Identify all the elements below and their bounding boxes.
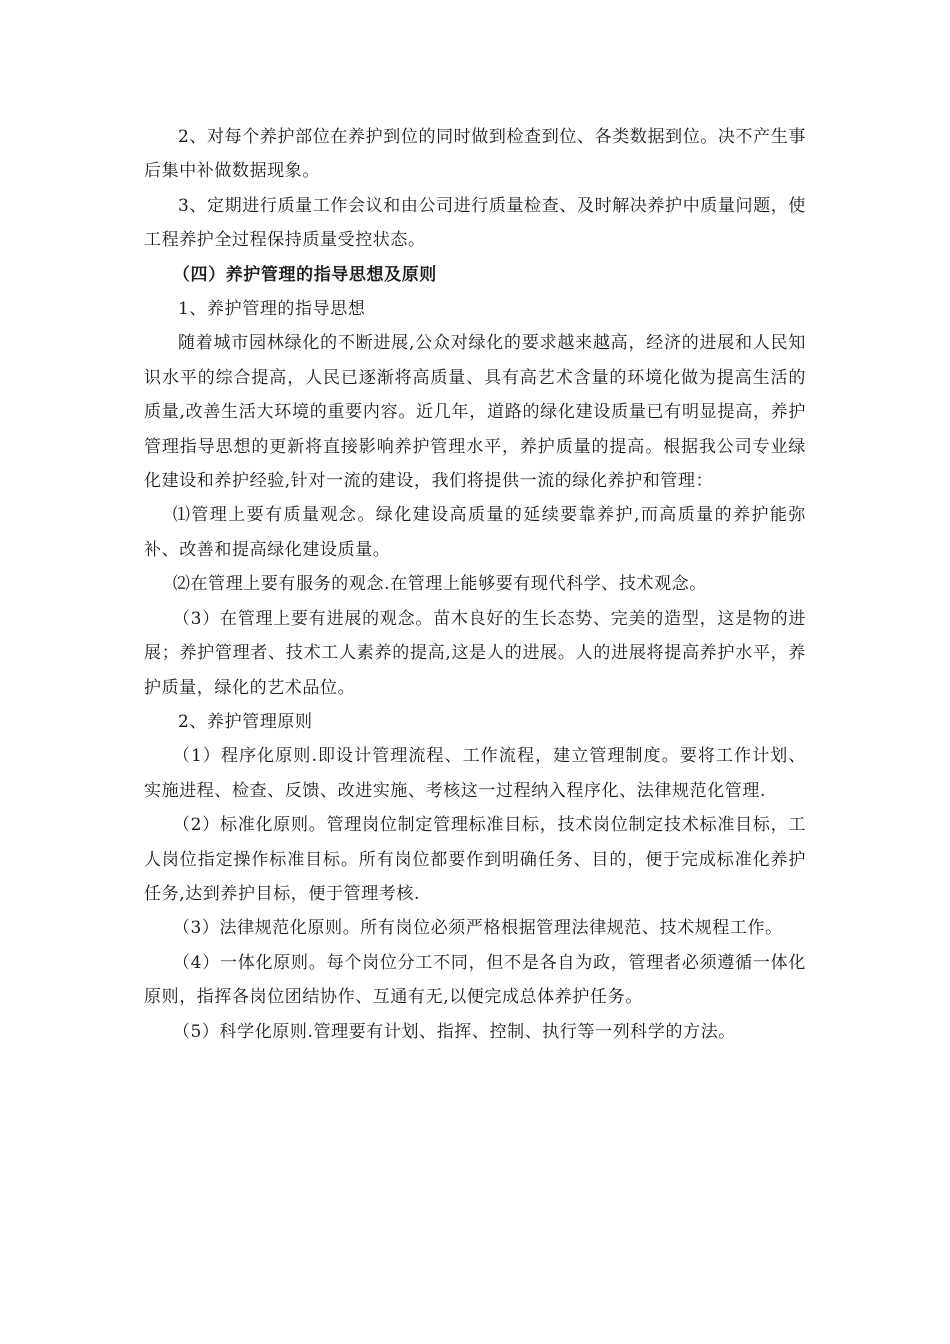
paragraph-principle-procedural: （1）程序化原则.即设计管理流程、工作流程，建立管理制度。要将工作计划、实施进程、检查、反馈、改进实施、考核这一过程纳入程序化、法律规范化管理. — [144, 746, 806, 801]
paragraph-guiding-thought: 随着城市园林绿化的不断进展,公众对绿化的要求越来越高，经济的进展和人民知识水平的综合提高，人民已逐渐将高质量、具有高艺术含量的环境化做为提高生活的质量,改善生活大环境的重要内容。近几年，道路的绿化建设质量已有明显提高，养护管理指导思想的更新将直接影响养护管理水平，养护质量的提高。根据我公司专业绿化建设和养护经验,针对一流的建设，我们将提供一流的绿化养护和管理： — [144, 333, 806, 492]
paragraph-quality-concept: ⑴管理上要有质量观念。绿化建设高质量的延续要靠养护,而高质量的养护能弥补、改善和提高绿化建设质量。 — [144, 505, 806, 560]
section-heading: （四）养护管理的指导思想及原则 — [172, 264, 437, 285]
body-text — [144, 120, 806, 1049]
paragraph-progress-concept: （3）在管理上要有进展的观念。苗木良好的生长态势、完美的造型，这是物的进展；养护管理者、技术工人素养的提高,这是人的进展。人的进展将提高养护水平，养护质量，绿化的艺术品位。 — [144, 608, 806, 698]
paragraph-principle-legal: （3）法律规范化原则。所有岗位必须严格根据管理法律规范、技术规程工作。 — [172, 918, 783, 939]
subheading-guiding-thought: 1、养护管理的指导思想 — [178, 299, 366, 320]
subheading-principles: 2、养护管理原则 — [178, 711, 313, 732]
paragraph-item-3: 3、定期进行质量工作会议和由公司进行质量检查、及时解决养护中质量问题，使工程养护全过程保持质量受控状态。 — [144, 195, 806, 251]
paragraph-item-2: 2、对每个养护部位在养护到位的同时做到检查到位、各类数据到位。决不产生事后集中补做数据现象。 — [144, 127, 806, 182]
paragraph-service-concept: ⑵在管理上要有服务的观念.在管理上能够要有现代科学、技术观念。 — [172, 574, 707, 595]
paragraph-principle-standard: （2）标准化原则。管理岗位制定管理标准目标，技术岗位制定技术标准目标，工人岗位指定操作标准目标。所有岗位都要作到明确任务、目的，便于完成标准化养护任务,达到养护目标，便于管理考核. — [144, 815, 806, 904]
paragraph-principle-scientific: （5）科学化原则.管理要有计划、指挥、控制、执行等一列科学的方法。 — [172, 1021, 736, 1042]
paragraph-principle-integration: （4）一体化原则。每个岗位分工不同，但不是各自为政，管理者必须遵循一体化原则，指挥各岗位团结协作、互通有无,以便完成总体养护任务。 — [144, 952, 806, 1008]
